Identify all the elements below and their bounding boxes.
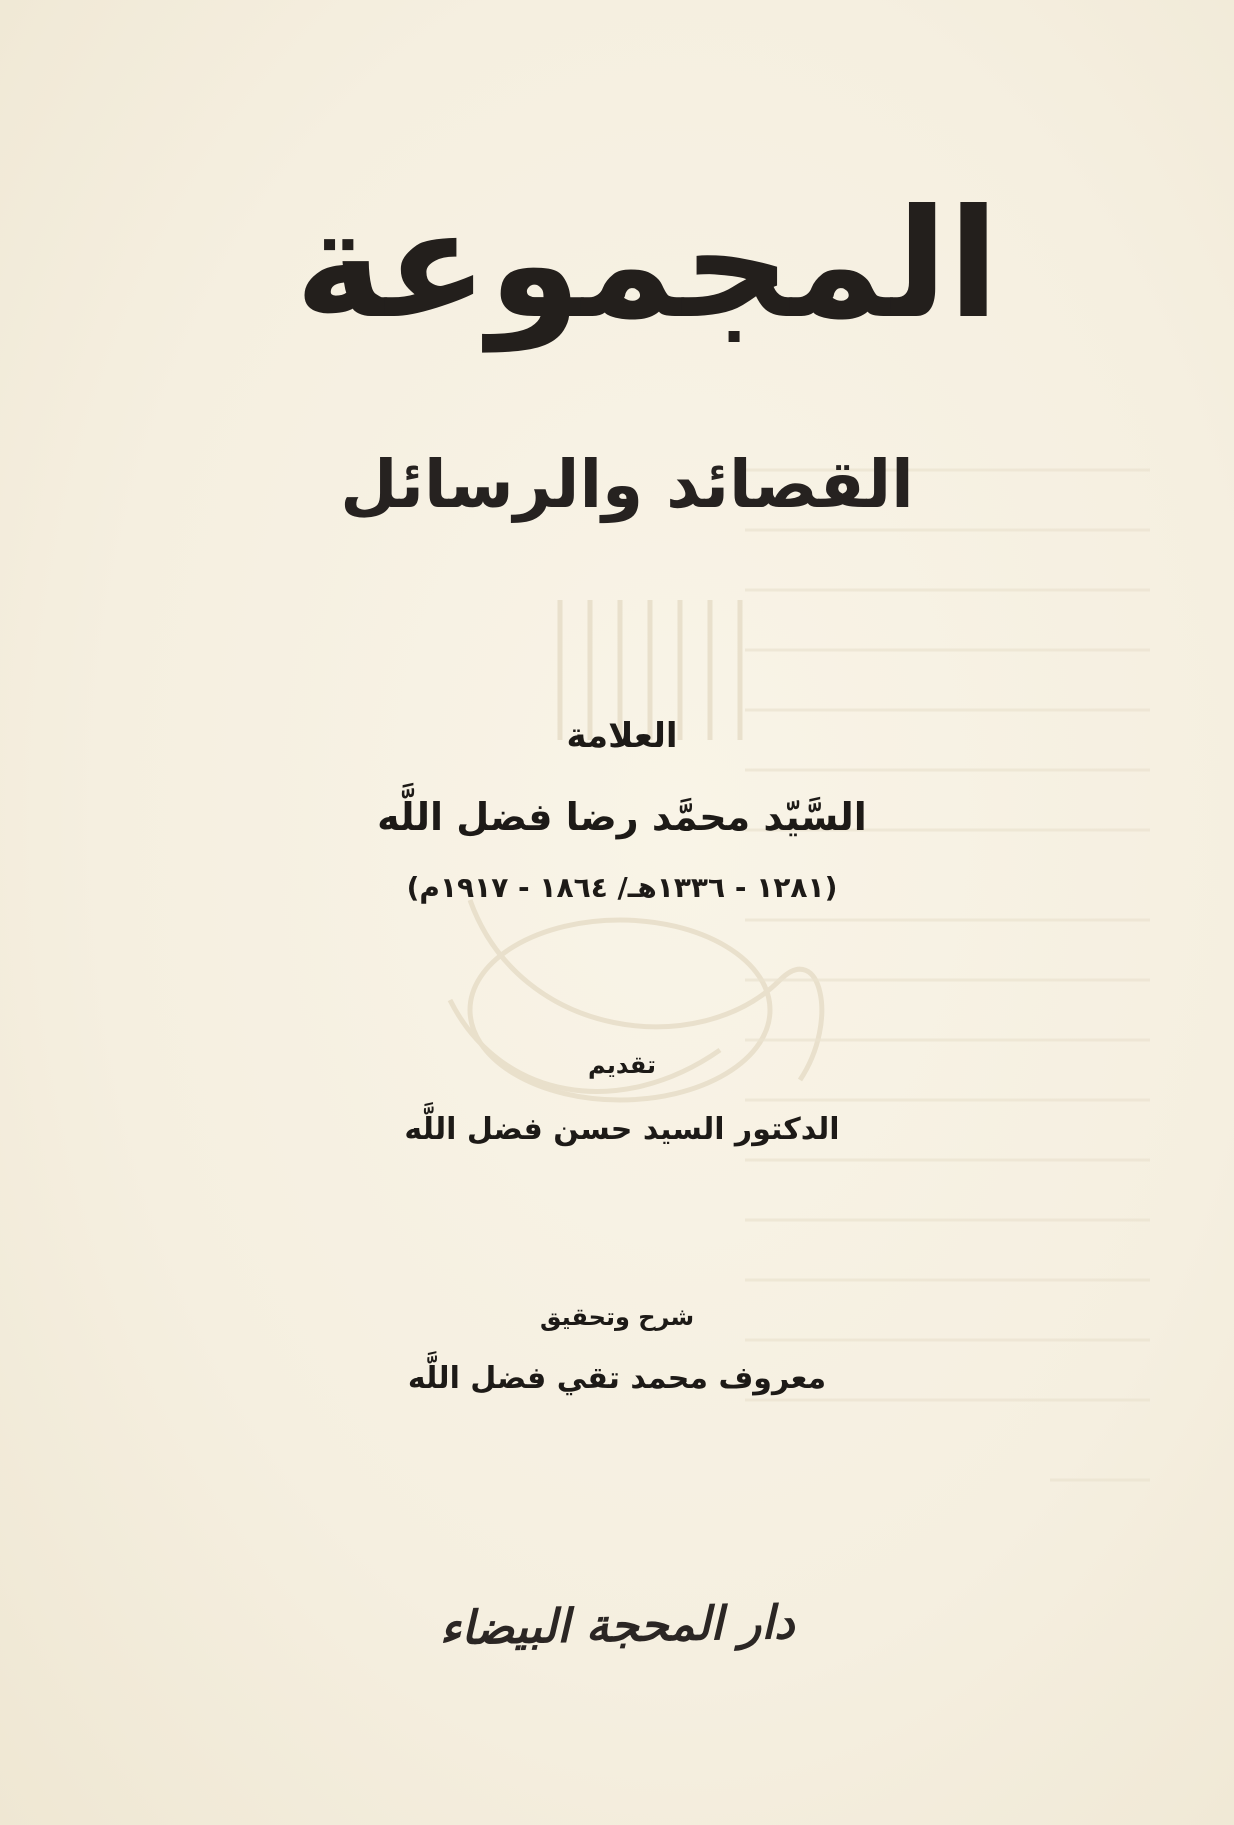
author-dates: (١٢٨١ - ١٣٣٦هـ/ ١٨٦٤ - ١٩١٧م) <box>406 871 838 904</box>
publisher-logo: دار المحجة البيضاء <box>439 1594 795 1656</box>
author-honorific: العلامة <box>566 716 678 756</box>
editor-name: معروف محمد تقي فضل اللَّه <box>407 1361 827 1396</box>
introduction-author: الدكتور السيد حسن فضل اللَّه <box>404 1112 840 1147</box>
subtitle: القصائد والرسائل <box>340 446 914 523</box>
main-title: المجموعة <box>294 178 1000 352</box>
editor-label: شرح وتحقيق <box>539 1303 695 1331</box>
introduction-label: تقديم <box>588 1051 656 1079</box>
author-name: السَّيّد محمَّد رضا فضل اللَّه <box>377 795 867 839</box>
